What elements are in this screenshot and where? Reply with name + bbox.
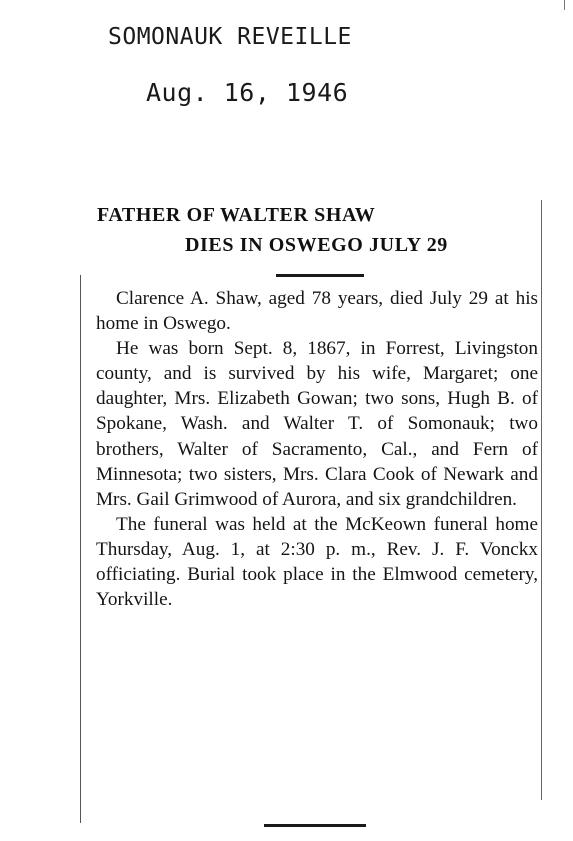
publication-date: Aug. 16, 1946 (146, 78, 349, 107)
paragraph-text: The funeral was held at the McKeown funeral home Thursday, Aug. 1, at 2:30 p. m., Rev. J. F. Vonckx officiating. Burial took place in the Elmwood cemetery, Yorkville. (96, 513, 538, 611)
newspaper-clipping (80, 190, 542, 835)
edge-mark (564, 0, 565, 10)
headline-line-2: DIES IN OSWEGO JULY 29 (185, 234, 448, 256)
article-body (96, 286, 538, 612)
end-divider (264, 824, 366, 827)
article-paragraph (96, 336, 538, 512)
article-paragraph (96, 286, 538, 336)
article-paragraph (96, 512, 538, 612)
column-rule-right (541, 200, 542, 800)
column-rule-left (80, 275, 81, 823)
newspaper-name: SOMONAUK REVEILLE (108, 24, 352, 50)
headline-line-1: FATHER OF WALTER SHAW (97, 204, 376, 226)
paragraph-text: Clarence A. Shaw, aged 78 years, died July 29 at his home in Oswego. (96, 288, 538, 335)
headline-divider (276, 274, 364, 277)
paragraph-text: He was born Sept. 8, 1867, in Forrest, Livingston county, and is survived by his wife, Margaret; one daughter, Mrs. Elizabeth Gowan; two sons, Hugh B. of Spokane, Wash. and Walter T. of Somonauk; two brothers, Walter of Sacramento, Cal., and Fern of Minnesota; two sisters, Mrs. Clara Cook of Newark and Mrs. Gail Grimwood of Aurora, and six grandchildren. (96, 338, 538, 510)
